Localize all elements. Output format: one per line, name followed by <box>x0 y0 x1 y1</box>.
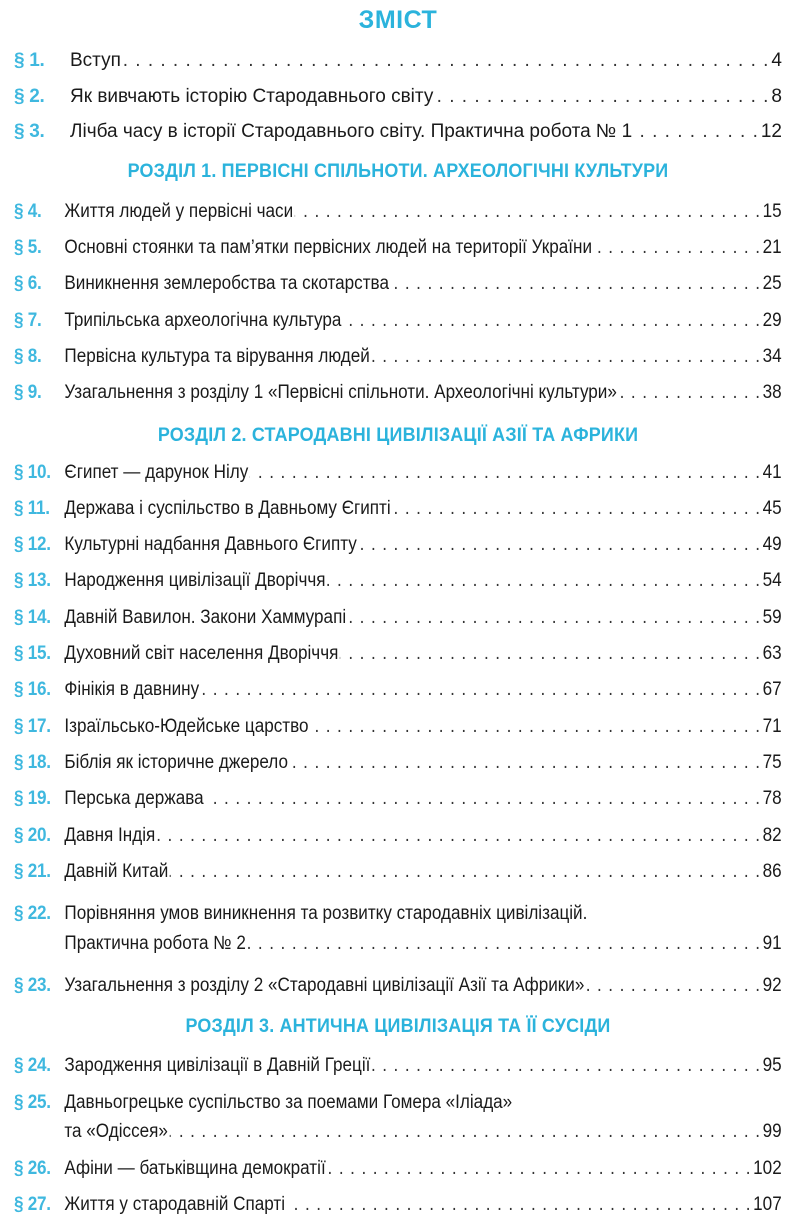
page-number: 67 <box>762 679 782 700</box>
page-number: 12 <box>760 121 782 142</box>
entry-title: Як вивчають історію Стародавнього світу <box>70 86 434 107</box>
toc-entry[interactable] <box>14 50 782 72</box>
paragraph-number: § 20. <box>14 825 51 846</box>
leader-dots <box>250 462 761 484</box>
toc-entry[interactable] <box>14 679 782 701</box>
entry-title: Духовний світ населення Дворіччя <box>64 643 339 664</box>
entry-title-continued: Практична робота № 2 <box>64 933 246 954</box>
toc-entry[interactable] <box>14 903 782 955</box>
page-number: 75 <box>762 752 782 773</box>
toc-entry[interactable] <box>14 1055 782 1077</box>
leader-dots <box>343 310 761 332</box>
leader-dots <box>310 716 761 738</box>
leader-dots <box>594 237 761 259</box>
toc-entry[interactable] <box>14 382 782 404</box>
page-number: 99 <box>762 1121 782 1142</box>
entry-title-continued: та «Одіссея» <box>64 1121 168 1142</box>
leader-dots <box>372 346 761 368</box>
leader-dots <box>327 570 761 592</box>
entry-title: Основні стоянки та пам’ятки первісних людей на території України <box>64 237 593 258</box>
entry-title: Узагальнення з розділу 2 «Стародавні цивілізації Азії та Африки» <box>64 975 585 996</box>
page-number: 86 <box>762 861 782 882</box>
paragraph-number: § 7. <box>14 310 42 331</box>
entry-title: Народження цивілізації Дворіччя <box>64 570 326 591</box>
paragraph-number: § 1. <box>14 50 45 71</box>
paragraph-number: § 17. <box>14 716 51 737</box>
paragraph-number: § 3. <box>14 121 45 142</box>
page-number: 71 <box>762 716 782 737</box>
paragraph-number: § 25. <box>14 1092 51 1113</box>
leader-dots <box>295 201 761 223</box>
paragraph-number: § 23. <box>14 975 51 996</box>
leader-dots <box>327 1158 751 1180</box>
page-number: 8 <box>771 86 782 107</box>
leader-dots <box>170 1121 761 1143</box>
toc-entry[interactable] <box>14 570 782 592</box>
entry-title: Первісна культура та вірування людей <box>64 346 370 367</box>
entry-title: Афіни — батьківщина демократії <box>64 1158 326 1179</box>
page-number: 15 <box>762 201 782 222</box>
page-number: 25 <box>762 273 782 294</box>
leader-dots <box>372 1055 761 1077</box>
toc-entry[interactable] <box>14 237 782 259</box>
toc-entry[interactable] <box>14 975 782 997</box>
page-number: 21 <box>762 237 782 258</box>
page-number: 63 <box>762 643 782 664</box>
entry-title: Давня Індія <box>64 825 156 846</box>
paragraph-number: § 26. <box>14 1158 51 1179</box>
paragraph-number: § 27. <box>14 1194 51 1215</box>
page-title: ЗМІСТ <box>358 6 438 34</box>
entry-title: Держава і суспільство в Давньому Єгипті <box>64 498 391 519</box>
leader-dots <box>123 50 770 72</box>
leader-dots <box>435 86 769 108</box>
toc-entry[interactable] <box>14 310 782 332</box>
page-number: 4 <box>771 50 782 71</box>
leader-dots <box>634 121 759 143</box>
entry-title: Перська держава <box>64 788 204 809</box>
paragraph-number: § 6. <box>14 273 42 294</box>
toc-entry[interactable] <box>14 861 782 883</box>
page-number: 49 <box>762 534 782 555</box>
page-number: 34 <box>762 346 782 367</box>
leader-dots <box>290 752 761 774</box>
toc-entry[interactable] <box>14 121 782 143</box>
entry-title: Лічба часу в історії Стародавнього світу. Практична робота № 1 <box>70 121 633 142</box>
entry-title: Давній Вавилон. Закони Хаммурапі <box>64 607 347 628</box>
paragraph-number: § 15. <box>14 643 51 664</box>
paragraph-number: § 12. <box>14 534 51 555</box>
paragraph-number: § 13. <box>14 570 51 591</box>
leader-dots <box>392 498 760 520</box>
paragraph-number: § 19. <box>14 788 51 809</box>
toc-entry[interactable] <box>14 643 782 665</box>
entry-title: Зародження цивілізації в Давній Греції <box>64 1055 371 1076</box>
leader-dots <box>391 273 761 295</box>
toc-entry[interactable] <box>14 273 782 295</box>
entry-title: Порівняння умов виникнення та розвитку стародавніх цивілізацій. <box>64 903 588 924</box>
entry-title: Трипільська археологічна культура <box>64 310 342 331</box>
page-number: 82 <box>762 825 782 846</box>
leader-dots <box>287 1194 751 1216</box>
toc-entry[interactable] <box>14 752 782 774</box>
toc-entry[interactable] <box>14 462 782 484</box>
page-number: 91 <box>762 933 782 954</box>
entry-title: Узагальнення з розділу 1 «Первісні спільноти. Археологічні культури» <box>64 382 617 403</box>
entry-title: Культурні надбання Давнього Єгипту <box>64 534 357 555</box>
page-number: 41 <box>762 462 782 483</box>
paragraph-number: § 2. <box>14 86 45 107</box>
toc-entry[interactable] <box>14 498 782 520</box>
toc-entry[interactable] <box>14 1092 782 1143</box>
paragraph-number: § 14. <box>14 607 51 628</box>
paragraph-number: § 8. <box>14 346 42 367</box>
leader-dots <box>248 933 761 955</box>
leader-dots <box>201 679 761 701</box>
entry-title: Біблія як історичне джерело <box>64 752 288 773</box>
toc-entry[interactable] <box>14 825 782 847</box>
entry-title: Виникнення землеробства та скотарства <box>64 273 389 294</box>
paragraph-number: § 21. <box>14 861 51 882</box>
entry-title: Життя людей у первісні часи <box>64 201 294 222</box>
page-number: 54 <box>762 570 782 591</box>
leader-dots <box>157 825 761 847</box>
leader-dots <box>340 643 761 665</box>
toc-entry[interactable] <box>14 346 782 368</box>
page-number: 29 <box>762 310 782 331</box>
entry-title: Ізраїльсько-Юдейське царство <box>64 716 309 737</box>
page-number: 38 <box>762 382 782 403</box>
page-number: 107 <box>753 1194 782 1215</box>
toc-entry[interactable] <box>14 1158 782 1180</box>
paragraph-number: § 9. <box>14 382 42 403</box>
paragraph-number: § 22. <box>14 903 51 924</box>
paragraph-number: § 11. <box>14 498 50 519</box>
entry-title: Давньогрецьке суспільство за поемами Гомера «Іліада» <box>64 1092 513 1113</box>
leader-dots <box>619 382 761 404</box>
entry-title: Давній Китай <box>64 861 169 882</box>
leader-dots <box>170 861 761 883</box>
entry-title: Фінікія в давнину <box>64 679 200 700</box>
page-number: 92 <box>762 975 782 996</box>
entry-title: Життя у стародавній Спарті <box>64 1194 286 1215</box>
paragraph-number: § 18. <box>14 752 51 773</box>
toc-entry[interactable] <box>14 788 782 810</box>
section-1-heading: РОЗДІЛ 1. ПЕРВІСНІ СПІЛЬНОТИ. АРХЕОЛОГІЧНІ КУЛЬТУРИ <box>127 160 669 182</box>
toc-entry[interactable] <box>14 201 782 223</box>
paragraph-number: § 24. <box>14 1055 51 1076</box>
page-number: 78 <box>762 788 782 809</box>
toc-entry[interactable] <box>14 86 782 108</box>
entry-title: Вступ <box>70 50 121 71</box>
toc-entry[interactable] <box>14 534 782 556</box>
section-2-heading: РОЗДІЛ 2. СТАРОДАВНІ ЦИВІЛІЗАЦІЇ АЗІЇ ТА АФРИКИ <box>157 424 639 446</box>
paragraph-number: § 16. <box>14 679 51 700</box>
toc-entry[interactable] <box>14 716 782 738</box>
entry-title: Єгипет — дарунок Нілу <box>64 462 249 483</box>
page-number: 102 <box>753 1158 782 1179</box>
paragraph-number: § 5. <box>14 237 42 258</box>
page-number: 45 <box>762 498 782 519</box>
toc-entry[interactable] <box>14 607 782 629</box>
page-number: 95 <box>762 1055 782 1076</box>
leader-dots <box>586 975 761 997</box>
leader-dots <box>348 607 761 629</box>
page-number: 59 <box>762 607 782 628</box>
paragraph-number: § 4. <box>14 201 42 222</box>
paragraph-number: § 10. <box>14 462 51 483</box>
leader-dots <box>205 788 760 810</box>
section-3-heading: РОЗДІЛ 3. АНТИЧНА ЦИВІЛІЗАЦІЯ ТА ЇЇ СУСІДИ <box>185 1015 611 1037</box>
leader-dots <box>359 534 761 556</box>
toc-entry[interactable] <box>14 1194 782 1216</box>
